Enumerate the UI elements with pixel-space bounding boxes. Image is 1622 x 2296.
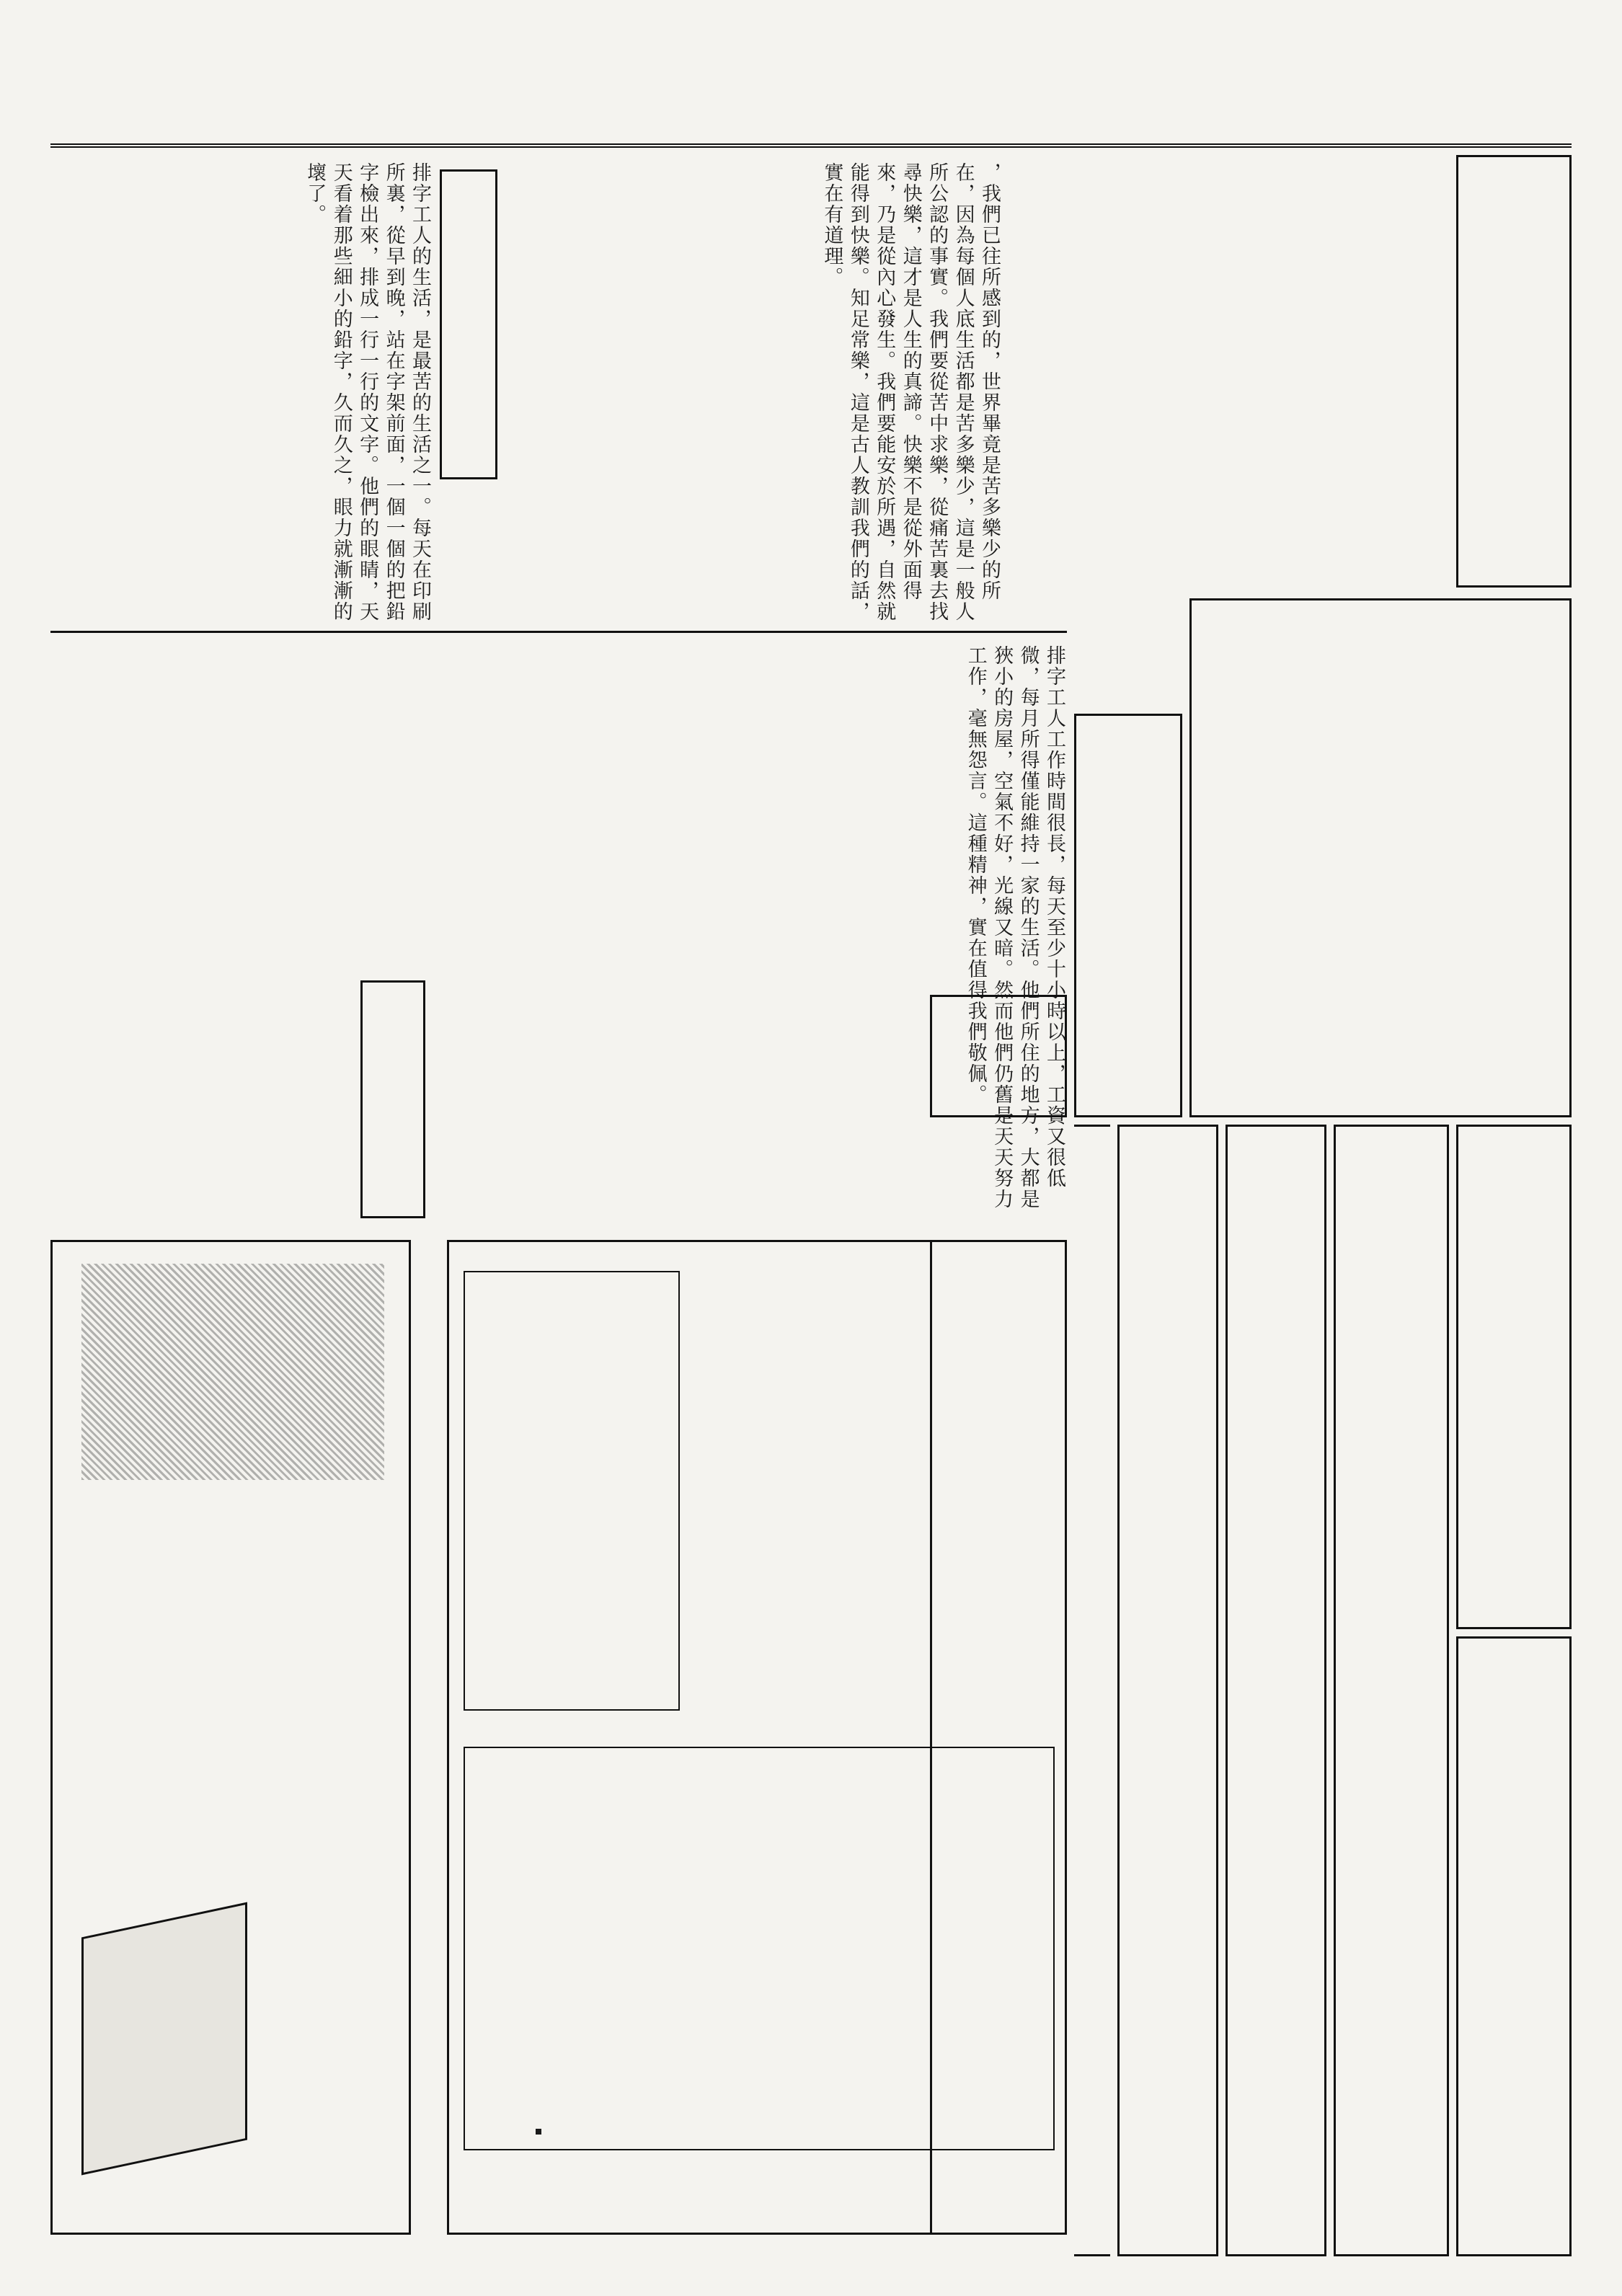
column-divider — [50, 631, 1067, 633]
ad-shengli-title — [1120, 1127, 1143, 1150]
agfa-illustration — [81, 1264, 384, 1480]
column-body-1: ，我們已往所感到的，世界畢竟是苦多樂少的所在，因為每個人底生活都是苦多樂少，這是一般人所公認的事實。我們要從苦中求樂，從痛苦裏去找尋快樂，這才是人生的真諦。快樂不是從外面得來，乃是從內心發生。我們要能安於所遇，自然就能得到快樂。知足常樂，這是古人教訓我們的話，實在有道理。 — [820, 162, 1001, 622]
ad-shengli — [1117, 1125, 1218, 2256]
ad-changjun — [1456, 1636, 1572, 2256]
ad-mingde — [1334, 1125, 1449, 2256]
article-air-defense — [930, 995, 1067, 1117]
ad-fujiang — [1456, 155, 1572, 588]
article-xupu — [360, 980, 425, 1218]
textbook-price-table — [464, 1271, 680, 1711]
ad-mingde-title — [1336, 1127, 1359, 1150]
sub-article-title-box — [440, 169, 497, 479]
ad-changjun-title — [1458, 1639, 1473, 1653]
ad-jimei-block — [1067, 1125, 1110, 1132]
agfa-box — [81, 1902, 247, 2176]
article-daijitao — [1074, 714, 1182, 1117]
agfa-brand — [84, 1905, 245, 1982]
article-daijitao-title — [1076, 716, 1091, 730]
ad-wenyi-title — [1458, 1127, 1473, 1141]
article-air-defense-title — [1049, 1001, 1060, 1013]
ad-jimei-panel — [930, 1240, 1067, 2235]
ad-pingda — [1189, 598, 1572, 1117]
textbook-stock — [536, 2129, 541, 2135]
ad-gongshu — [1226, 1125, 1326, 2256]
masthead — [50, 83, 1572, 148]
sub-article-title — [442, 172, 451, 180]
column-body-2: 排字工人的生活，是最苦的生活之一。每天在印刷所裏，從早到晚，站在字架前面，一個一個的把鉛字檢出來，排成一行一行的文字。他們的眼睛，天天看着那些細小的鉛字，久而久之，眼力就漸漸的壞了。 — [303, 162, 431, 622]
ad-wenyi — [1456, 1125, 1572, 1629]
column-body-3: 排字工人工作時間很長，每天至少十小時以上，工資又很低微，每月所得僅能維持一家的生活。他們所住的地方，大都是狹小的房屋，空氣不好，光線又暗。然而他們仍舊是天天努力工作，毫無怨言。這種精神，實在值得我們敬佩。 — [964, 645, 1065, 1210]
ad-fujiang-title — [1458, 157, 1470, 169]
article-xupu-title — [363, 983, 374, 994]
column-section — [50, 155, 1067, 1236]
ad-jimei — [1074, 1125, 1110, 2256]
textbook-table-header — [652, 1278, 673, 1362]
agfa-features — [96, 1530, 122, 1891]
ad-agfa — [50, 1240, 411, 2235]
